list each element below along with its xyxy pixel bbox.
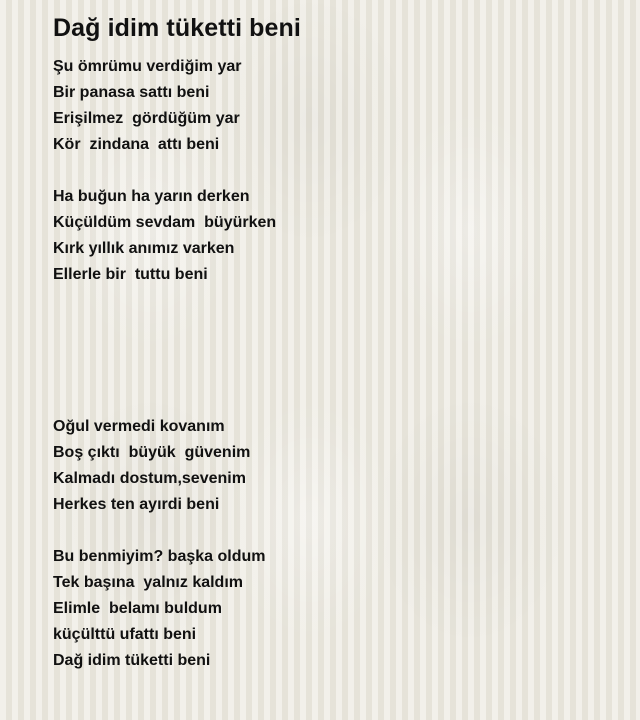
poem-line: Bir panasa sattı beni	[53, 84, 210, 101]
stanza-3	[53, 414, 613, 518]
poem-line: Elimle belamı buldum	[53, 600, 222, 617]
poem-title: Dağ idim tüketti beni	[53, 14, 301, 42]
stanza-spacer	[53, 518, 613, 544]
poem-line: Kalmadı dostum,sevenim	[53, 470, 246, 487]
poem-line: küçülttü ufattı beni	[53, 626, 197, 643]
stanza-4	[53, 544, 613, 674]
poem-line: Herkes ten ayırdi beni	[53, 496, 220, 513]
poem-line: Bu benmiyim? başka oldum	[53, 548, 266, 565]
poem-line: Ellerle bir tuttu beni	[53, 266, 208, 283]
poem-line: Boş çıktı büyük güvenim	[53, 444, 251, 461]
poem-line: Tek başına yalnız kaldım	[53, 574, 243, 591]
poem-line: Erişilmez gördüğüm yar	[53, 110, 240, 127]
stanza-spacer	[53, 158, 613, 184]
empty-content-space	[53, 288, 613, 414]
poem-line: Dağ idim tüketti beni	[53, 652, 211, 669]
poem-line: Ha buğun ha yarın derken	[53, 188, 250, 205]
poem-line: Şu ömrümu verdiğim yar	[53, 58, 242, 75]
poem-page	[53, 12, 613, 674]
poem-line: Oğul vermedi kovanım	[53, 418, 225, 435]
poem-line: Kör zindana attı beni	[53, 136, 220, 153]
stanza-2	[53, 184, 613, 288]
poem-line: Küçüldüm sevdam büyürken	[53, 214, 277, 231]
poem-body	[53, 54, 613, 674]
poem-line: Kırk yıllık anımız varken	[53, 240, 235, 257]
stanza-1	[53, 54, 613, 158]
